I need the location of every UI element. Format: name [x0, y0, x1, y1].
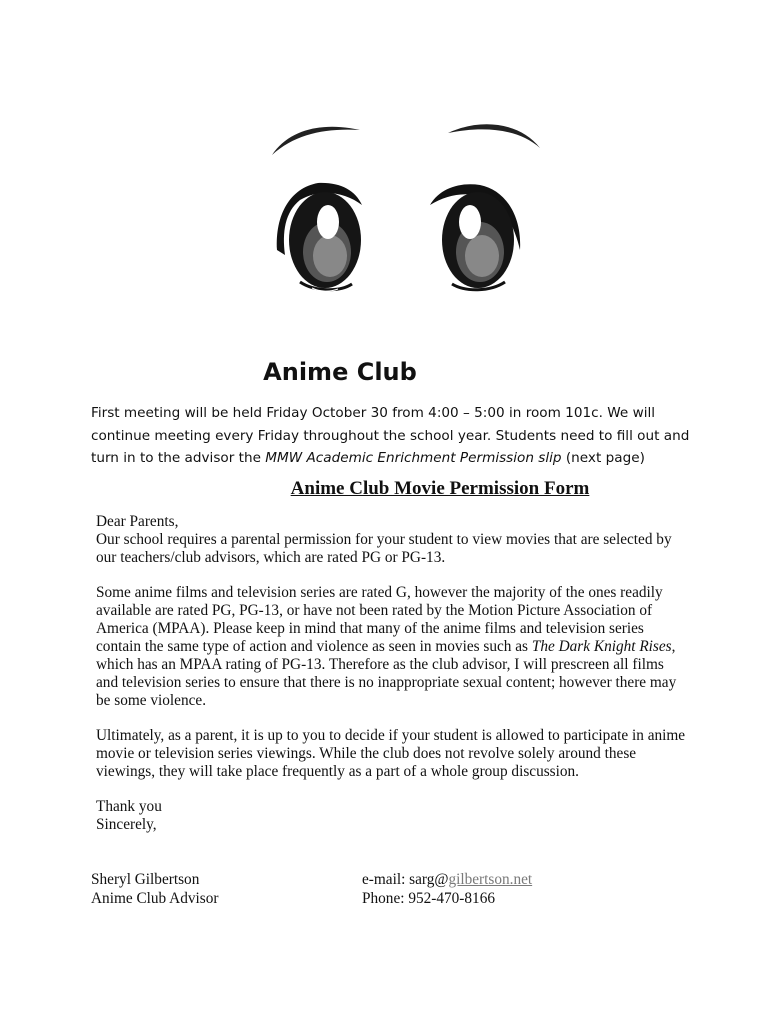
intro-suffix: (next page) [561, 450, 645, 466]
right-eye [430, 184, 520, 290]
left-eye [277, 183, 362, 291]
email-link[interactable]: gilbertson.net [448, 871, 533, 888]
intro-line-2: continue meeting every Friday throughout the school year. Students need to fill out and [91, 427, 690, 444]
paragraph-3: Ultimately, as a parent, it is up to you to decide if your student is allowed to participate in anime movie or television series viewings. While the club does not revolve solely around these viewings, they will take place frequently as a part of a whole group discussion. [96, 727, 686, 780]
signature-block [91, 870, 218, 908]
paragraph-1: Our school requires a parental permission for your student to view movies that are selected by our teachers/club advisors, which are rated PG or PG-13. [96, 531, 672, 566]
paragraph-2 [96, 584, 686, 710]
right-eyebrow [448, 124, 540, 148]
paragraph-2-text: Some anime films and television series are rated G, however the majority of the ones readily available are rated PG, PG-13, or have not been rated by the Motion Picture Association of America (MPAA). Please keep in mind that many of the anime films and television series contain the same type of action and violence as seen in movies such as [96, 584, 663, 655]
phone-line: Phone: 952-470-8166 [362, 890, 495, 907]
advisor-name: Sheryl Gilbertson [91, 871, 200, 888]
form-title: Anime Club Movie Permission Form [290, 478, 590, 499]
anime-eyes-illustration [0, 0, 770, 340]
movie-title: The Dark Knight Rises [531, 638, 672, 655]
page-title: Anime Club [263, 358, 417, 386]
contact-block [362, 870, 532, 908]
paragraph-2-rest: , which has an MPAA rating of PG-13. Therefore as the club advisor, I will prescreen all films and television series to ensure that there is no inappropriate sexual content; however there may be some violence. [96, 638, 677, 709]
letter-body [96, 513, 686, 851]
intro-line-1: First meeting will be held Friday October 30 from 4:00 – 5:00 in room 101c. We will [91, 405, 656, 421]
thanks-line: Thank you [96, 798, 162, 815]
salutation: Dear Parents, [96, 513, 179, 530]
intro-paragraph [91, 402, 691, 470]
closing-line: Sincerely, [96, 816, 157, 833]
intro-line-3: turn in to the advisor the [91, 450, 266, 466]
permission-slip-name: MMW Academic Enrichment Permission slip [265, 450, 562, 466]
email-label: e-mail: sarg@ [362, 871, 449, 888]
email-line [362, 870, 532, 889]
advisor-role: Anime Club Advisor [91, 890, 219, 907]
left-eyebrow [272, 127, 360, 155]
